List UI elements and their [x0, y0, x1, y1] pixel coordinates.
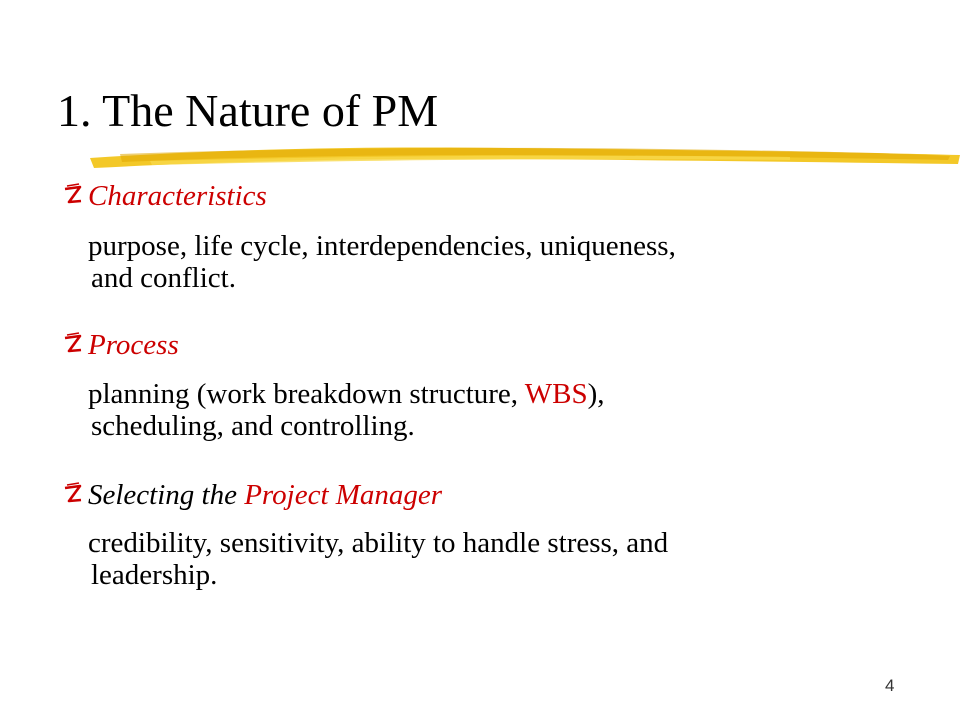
- body-line-after: ),: [587, 378, 605, 410]
- section-body-selecting-pm: [88, 527, 848, 591]
- section-heading-selecting-pm: [88, 479, 442, 511]
- heading-prefix: Selecting the: [88, 479, 245, 511]
- body-line: scheduling, and controlling.: [91, 410, 415, 442]
- section-body-characteristics: [88, 230, 848, 294]
- slide-number: 4: [885, 676, 895, 695]
- section-heading-process: Process: [88, 329, 179, 361]
- body-line: purpose, life cycle, interdependencies, uniqueness,: [88, 230, 676, 262]
- body-line: credibility, sensitivity, ability to handle stress, and: [88, 527, 669, 559]
- z-bullet-icon: [62, 329, 84, 359]
- slide-title: 1. The Nature of PM: [57, 85, 439, 136]
- heading-highlight: Project Manager: [244, 479, 443, 511]
- z-bullet-icon: [62, 479, 84, 509]
- z-bullet-icon: [62, 180, 84, 210]
- section-heading-characteristics: Characteristics: [88, 180, 267, 212]
- body-line: leadership.: [91, 559, 218, 591]
- section-body-process: [88, 378, 848, 442]
- highlighter-underline-icon: [90, 136, 960, 172]
- body-line-before: planning (work breakdown structure,: [88, 378, 525, 410]
- wbs-highlight: WBS: [524, 378, 588, 410]
- body-line: and conflict.: [91, 262, 236, 294]
